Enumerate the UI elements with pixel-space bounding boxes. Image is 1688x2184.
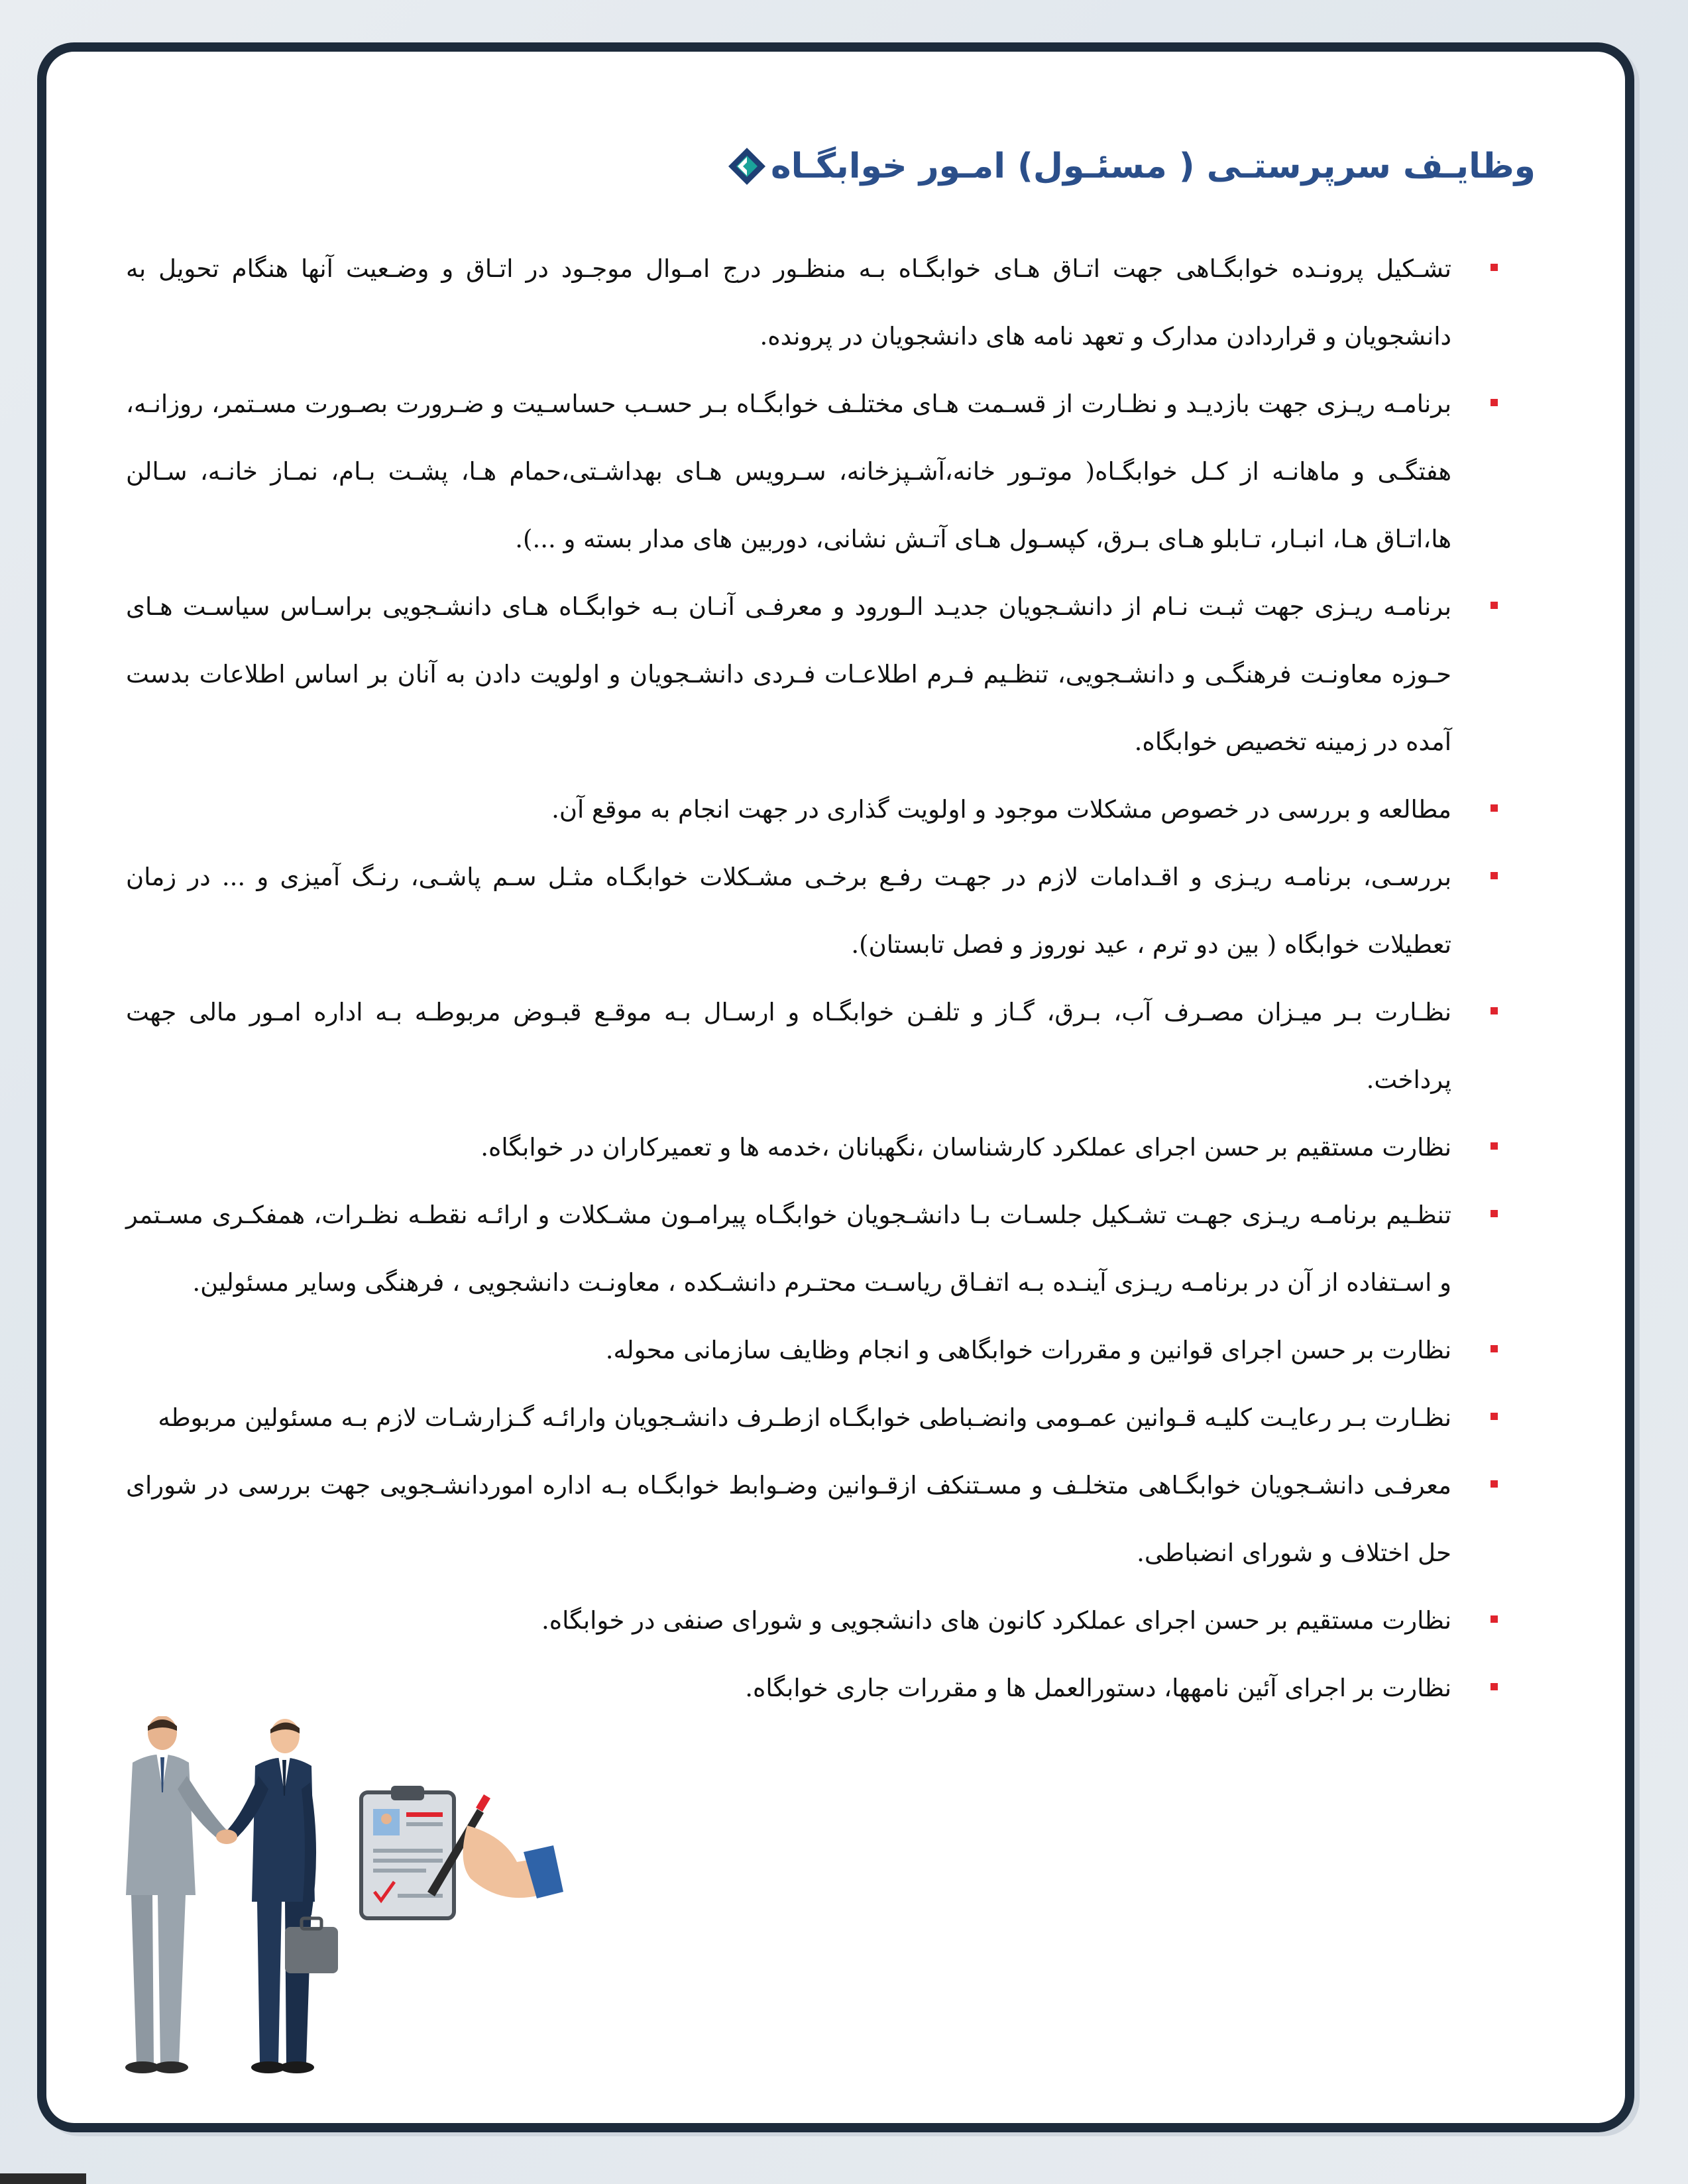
list-item: نظـارت بـر میـزان مصـرف آب، بـرق، گـاز و تلفـن خوابگـاه و ارسـال بـه موقـع قبـوض مربوطـه بـه اداره امـور مالی جهت پرداخت. xyxy=(126,979,1498,1114)
list-item: مطالعه و بررسی در خصوص مشکلات موجود و اولویت گذاری در جهت انجام به موقع آن. xyxy=(126,776,1498,844)
bullet-icon xyxy=(1491,264,1498,271)
list-item: تنظـیم برنامـه ریـزی جهـت تشـکیل جلسـات بـا دانشـجویان خوابگـاه پیرامـون مشـکلات و ارائـه نقطـه نظـرات، همفکـری مسـتمر و اسـتفاده از آن در برنامـه ریـزی آینـده بـه اتفـاق ریاسـت محتـرم دانشـکده ، معاونـت دانشجویی ، فرهنگی وسایر مسئولین. xyxy=(126,1181,1498,1317)
list-item: معرفـی دانشـجویان خوابگـاهی متخلـف و مسـتنکف ازقـوانین وضـوابط خوابگـاه بـه اداره اموردانشـجویی جهت بررسی در شورای حل اختلاف و شورای انضباطی. xyxy=(126,1452,1498,1587)
watermark-stamp xyxy=(0,2173,86,2184)
list-item: نظارت بر حسن اجرای قوانین و مقررات خوابگاهی و انجام وظایف سازمانی محوله. xyxy=(126,1317,1498,1384)
bullet-icon xyxy=(1491,1683,1498,1690)
duties-list xyxy=(126,235,1498,1722)
list-item: نظـارت بـر رعایـت کلیـه قـوانین عمـومی وانضـباطی خوابگـاه ازطـرف دانشـجویان وارائـه گـزارشـات لازم بـه مسئولین مربوطه xyxy=(126,1384,1498,1452)
bullet-icon xyxy=(1491,1413,1498,1420)
bullet-icon xyxy=(1491,1480,1498,1488)
list-item: نظارت بر اجرای آئین نامهها، دستورالعمل ها و مقررات جاری خوابگاه. xyxy=(126,1655,1498,1722)
clipboard-icon xyxy=(361,1786,454,1918)
bullet-icon xyxy=(1491,1615,1498,1623)
list-item: نظارت مستقیم بر حسن اجرای عملکرد کارشناسان ،نگهبانان ،خدمه ها و تعمیرکاران در خوابگاه. xyxy=(126,1114,1498,1181)
list-item: نظارت مستقیم بر حسن اجرای عملکرد کانون های دانشجویی و شورای صنفی در خوابگاه. xyxy=(126,1587,1498,1655)
bullet-icon xyxy=(1491,1210,1498,1217)
bullet-icon xyxy=(1491,1142,1498,1150)
bullet-icon xyxy=(1491,804,1498,812)
bullet-icon xyxy=(1491,1345,1498,1352)
bullet-icon xyxy=(1491,1007,1498,1014)
diamond-arrow-icon xyxy=(723,142,771,190)
bullet-icon xyxy=(1491,602,1498,609)
page-title: وظایـف سرپرستـی ( مسئـول) امـور خوابگـاه xyxy=(770,146,1536,186)
man-right-figure xyxy=(225,1719,338,2073)
list-item: بررسـی، برنامـه ریـزی و اقـدامات لازم در جهـت رفـع برخـی مشـکلات خوابگـاه مثـل سـم پاشـی، رنـگ آمیزی و ... در زمان تعطیلات خوابگاه ( بین دو ترم ، عید نوروز و فصل تابستان). xyxy=(126,844,1498,979)
bullet-icon xyxy=(1491,872,1498,879)
list-item: تشـکیل پرونـده خوابگـاهی جهت اتـاق هـای خوابگـاه بـه منظـور درج امـوال موجـود در اتـاق و وضـعیت آنها هنگام تحویل به دانشجویان و قراردادن مدارک و تعهد نامه های دانشجویان در پرونده. xyxy=(126,235,1498,370)
man-left-figure xyxy=(125,1716,229,2073)
handshake-illustration xyxy=(113,1716,577,2114)
heading xyxy=(710,142,1536,190)
bullet-icon xyxy=(1491,399,1498,406)
list-item: برنامـه ریـزی جهت بازدیـد و نظـارت از قسـمت هـای مختلـف خوابگـاه بـر حسـب حساسـیت و ضـرورت بصـورت مسـتمر، روزانـه، هفتگـی و ماهانـه از کـل خوابگـاه( موتـور خانه،آشـپزخانه، سـرویس هـای بهداشـتی،حمام هـا، پشـت بـام، نمـاز خانـه، سـالن ها،اتـاق هـا، انبـار، تـابلو هـای بـرق، کپسـول هـای آتـش نشانی، دوربین های مدار بسته و ...). xyxy=(126,370,1498,573)
list-item: برنامـه ریـزی جهت ثبـت نـام از دانشـجویان جدیـد الـورود و معرفـی آنـان بـه خوابگـاه هـای دانشـجویی براسـاس سیاسـت هـای حـوزه معاونـت فرهنگـی و دانشـجویی، تنظـیم فـرم اطلاعـات فـردی دانشـجویان و اولویت دادن به آنان بر اساس اطلاعات بدست آمده در زمینه تخصیص خوابگاه. xyxy=(126,573,1498,776)
